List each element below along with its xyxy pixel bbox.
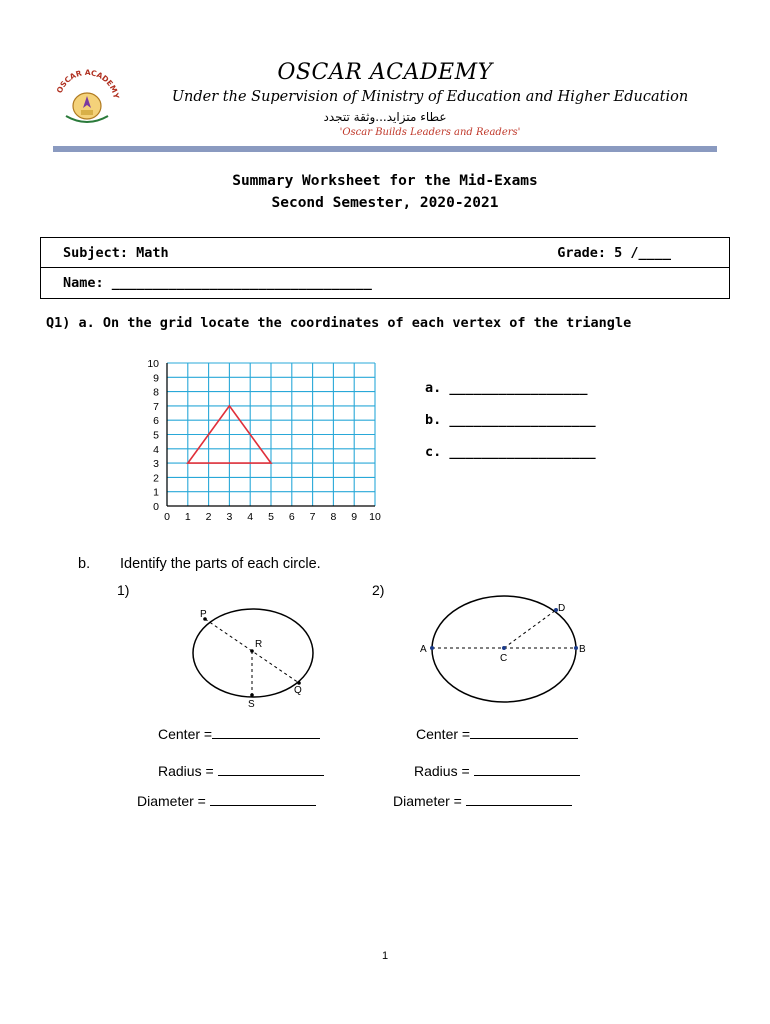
circle1-center-row (158, 724, 320, 742)
y-tick-label: 8 (153, 386, 159, 399)
student-info-box (40, 237, 730, 299)
circle2-diameter-row (393, 791, 572, 809)
answer-b-field[interactable]: b. __________________ (425, 412, 596, 428)
header-divider (53, 146, 717, 152)
circle1-center-label: Center = (158, 726, 213, 742)
x-tick-label: 9 (351, 511, 358, 523)
x-tick-label: 8 (330, 511, 337, 523)
circle1-radius-label: Radius = (158, 763, 214, 779)
x-tick-label: 6 (288, 511, 295, 523)
grade-field[interactable]: Grade: 5 /____ (557, 245, 671, 261)
x-tick-label: 2 (205, 511, 212, 523)
coordinate-grid (135, 356, 395, 530)
academy-name: OSCAR ACADEMY (277, 60, 493, 85)
y-tick-label: 0 (153, 501, 159, 513)
y-tick-label: 9 (153, 372, 159, 385)
answer-a-field[interactable]: a. _________________ (425, 380, 588, 396)
circle1-diameter-row (137, 791, 316, 809)
y-tick-label: 2 (153, 472, 159, 485)
circle1-diameter-field[interactable] (210, 791, 316, 806)
name-field[interactable]: Name: ________________________________ (63, 275, 372, 291)
x-tick-label: 10 (369, 511, 381, 523)
qb-label: b. (78, 556, 91, 572)
circle2-radius-label: Radius = (414, 763, 470, 779)
subject-label: Subject: Math (63, 245, 169, 261)
worksheet-title: Summary Worksheet for the Mid-Exams (232, 173, 538, 189)
circle1-radius-field[interactable] (218, 761, 324, 776)
logo-arc-text: OSCAR ACADEMY (54, 68, 121, 100)
circle2-center-row (416, 724, 578, 742)
point-c-label: C (500, 653, 508, 664)
y-tick-label: 5 (153, 429, 159, 442)
y-tick-label: 7 (153, 400, 159, 413)
x-tick-label: 5 (268, 511, 274, 523)
qb-prompt: Identify the parts of each circle. (120, 556, 321, 572)
circle1-center-field[interactable] (212, 724, 320, 739)
circle2-radius-row (414, 761, 580, 779)
y-tick-label: 4 (153, 443, 159, 456)
circle2-radius-line (504, 610, 556, 648)
worksheet-title-block (0, 170, 770, 214)
point-a-label: A (420, 644, 427, 655)
supervision-line: Under the Supervision of Ministry of Education and Higher Education (171, 89, 689, 105)
point-s-label: S (248, 699, 255, 710)
x-tick-label: 0 (164, 511, 170, 523)
answer-c-field[interactable]: c. __________________ (425, 444, 596, 460)
circle2-diameter-label: Diameter = (393, 793, 462, 809)
circle1-diameter-label: Diameter = (137, 793, 206, 809)
y-tick-label: 10 (147, 358, 159, 370)
point-q-label: Q (294, 685, 302, 696)
x-tick-label: 7 (309, 511, 316, 523)
circle1-outline (193, 609, 313, 697)
worksheet-subtitle: Second Semester, 2020-2021 (271, 195, 499, 211)
academy-motto: 'Oscar Builds Leaders and Readers' (339, 127, 521, 138)
circle1-number: 1) (117, 582, 130, 598)
x-tick-label: 4 (247, 511, 254, 523)
circle2-radius-field[interactable] (474, 761, 580, 776)
point-r-label: R (255, 639, 263, 650)
point-d-label: D (558, 603, 566, 614)
point-p-label: P (200, 609, 207, 620)
arabic-tagline: عطاء متزايد...وثقة تتجدد (323, 110, 447, 124)
circle2-center-label: Center = (416, 726, 471, 742)
circle1-diagram (185, 605, 325, 714)
info-divider (41, 267, 729, 268)
x-tick-label: 3 (226, 511, 233, 523)
y-tick-label: 1 (153, 486, 159, 499)
circle1-radius-row (158, 761, 324, 779)
y-tick-label: 3 (153, 458, 159, 471)
circle2-number: 2) (372, 582, 385, 598)
circle2-center-field[interactable] (470, 724, 578, 739)
circle2-diagram (418, 595, 598, 714)
x-tick-label: 1 (184, 511, 191, 523)
y-tick-label: 6 (153, 415, 159, 428)
point-b-label: B (579, 644, 586, 655)
q1-prompt: Q1) a. On the grid locate the coordinates of each vertex of the triangle (46, 315, 632, 331)
page-number: 1 (381, 950, 389, 962)
circle2-diameter-field[interactable] (466, 791, 572, 806)
